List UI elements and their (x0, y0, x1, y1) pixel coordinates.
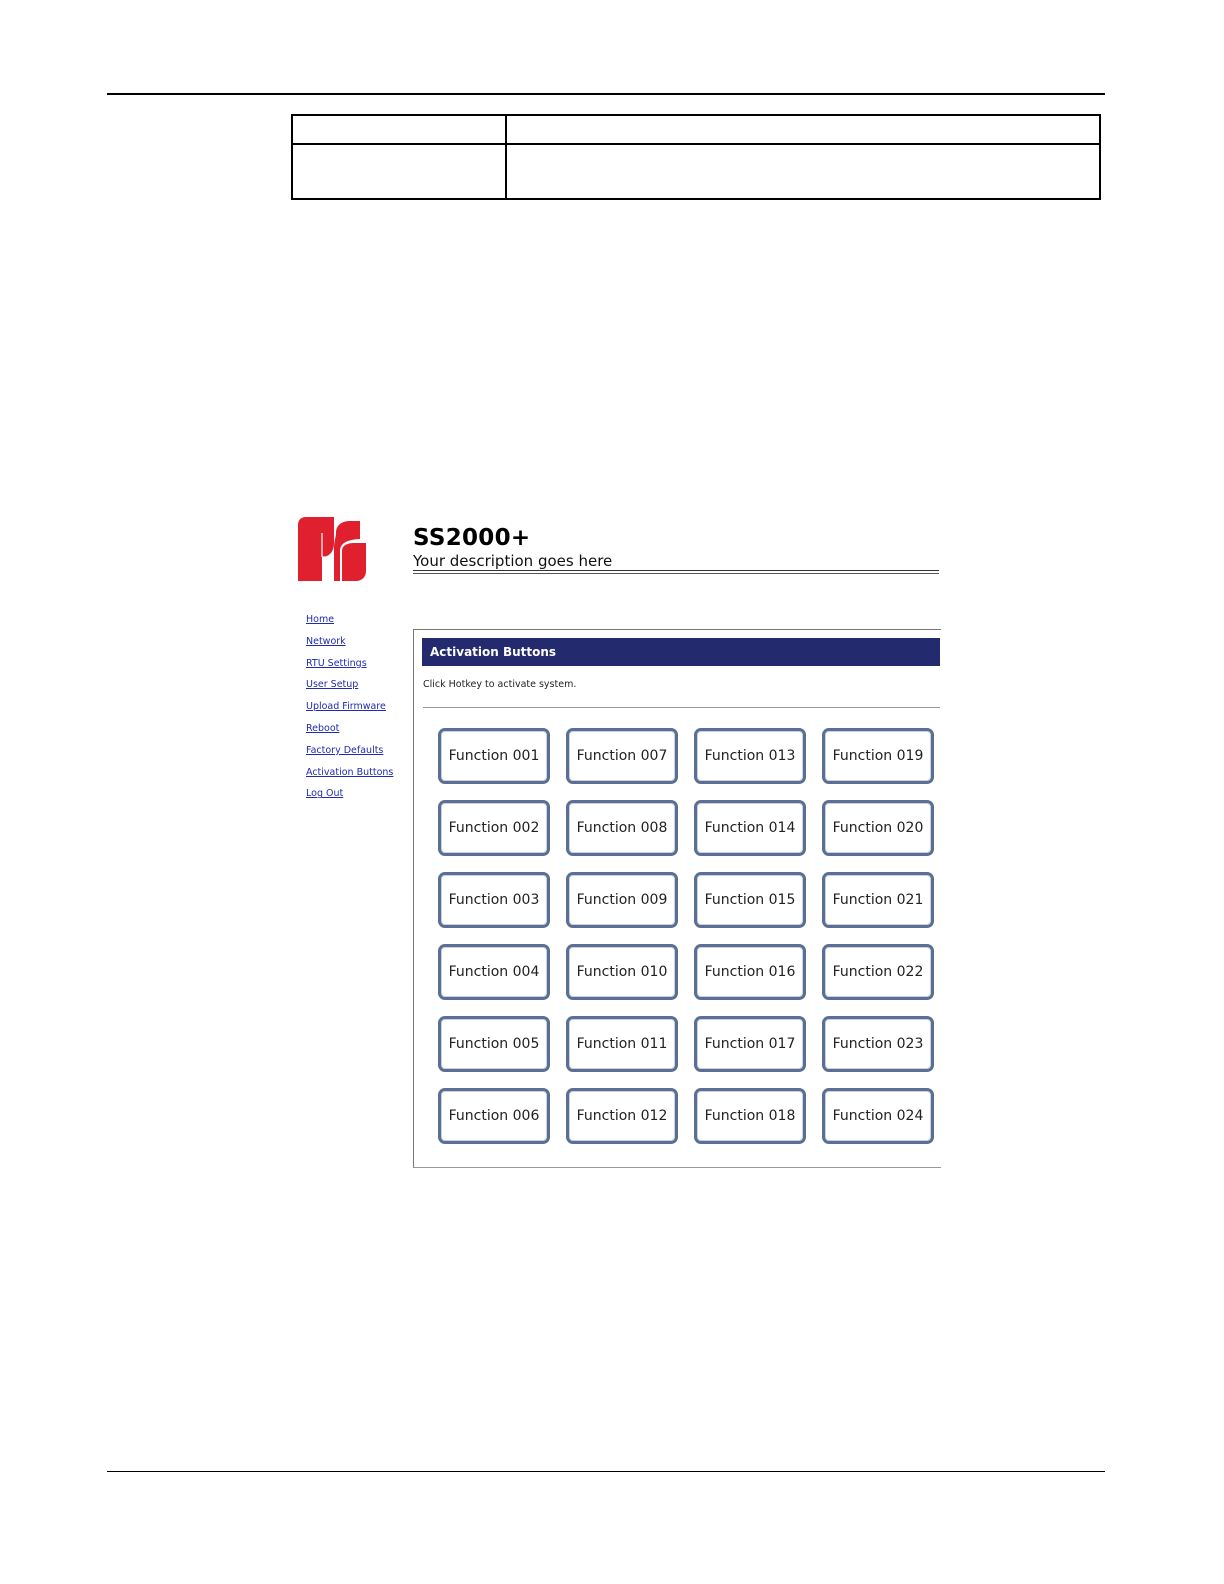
sidebar-nav (306, 607, 393, 803)
page-top-rule (107, 93, 1105, 95)
function-button[interactable]: Function 011 (566, 1016, 678, 1072)
app-title: SS2000+ (413, 525, 531, 551)
nav-item (306, 651, 393, 673)
nav-link-activation-buttons[interactable]: Activation Buttons (306, 766, 394, 778)
nav-item (306, 716, 393, 738)
ui-screenshot (296, 515, 941, 1170)
nav-link-factory-defaults[interactable]: Factory Defaults (306, 744, 384, 756)
table-cell (292, 115, 506, 144)
function-button[interactable]: Function 007 (566, 728, 678, 784)
table-cell (506, 115, 1100, 144)
nav-item (306, 629, 393, 651)
function-button[interactable]: Function 005 (438, 1016, 550, 1072)
function-button[interactable]: Function 013 (694, 728, 806, 784)
function-button[interactable]: Function 006 (438, 1088, 550, 1144)
table-row (292, 115, 1100, 144)
function-button[interactable]: Function 003 (438, 872, 550, 928)
nav-link-upload-firmware[interactable]: Upload Firmware (306, 701, 386, 713)
empty-table (291, 114, 1101, 200)
function-button[interactable]: Function 004 (438, 944, 550, 1000)
table-row (292, 144, 1100, 199)
activation-panel (413, 629, 941, 1168)
app-description: Your description goes here (413, 552, 613, 570)
function-button[interactable]: Function 023 (822, 1016, 934, 1072)
table-cell (292, 144, 506, 199)
panel-divider (423, 707, 940, 708)
function-button[interactable]: Function 002 (438, 800, 550, 856)
nav-item (306, 672, 393, 694)
nav-link-home[interactable]: Home (306, 614, 335, 625)
function-button[interactable]: Function 017 (694, 1016, 806, 1072)
nav-link-user-setup[interactable]: User Setup (306, 679, 359, 691)
nav-link-network[interactable]: Network (306, 635, 346, 647)
nav-item (306, 607, 393, 629)
function-button[interactable]: Function 015 (694, 872, 806, 928)
nav-item (306, 694, 393, 716)
function-button[interactable]: Function 014 (694, 800, 806, 856)
panel-header: Activation Buttons (422, 638, 940, 666)
function-button[interactable]: Function 022 (822, 944, 934, 1000)
function-button[interactable]: Function 018 (694, 1088, 806, 1144)
nav-item (306, 738, 393, 760)
nav-link-reboot[interactable]: Reboot (306, 722, 340, 734)
nav-link-rtu-settings[interactable]: RTU Settings (306, 657, 367, 669)
function-button[interactable]: Function 008 (566, 800, 678, 856)
header-divider (413, 570, 939, 574)
function-button[interactable]: Function 009 (566, 872, 678, 928)
function-button[interactable]: Function 001 (438, 728, 550, 784)
function-button[interactable]: Function 020 (822, 800, 934, 856)
function-button[interactable]: Function 024 (822, 1088, 934, 1144)
function-button[interactable]: Function 010 (566, 944, 678, 1000)
nav-link-log-out[interactable]: Log Out (306, 788, 344, 800)
table-cell (506, 144, 1100, 199)
page-bottom-rule (107, 1471, 1105, 1472)
function-button-grid (438, 728, 934, 1144)
function-button[interactable]: Function 021 (822, 872, 934, 928)
nav-item (306, 781, 393, 803)
function-button[interactable]: Function 016 (694, 944, 806, 1000)
nav-item (306, 760, 393, 782)
company-logo-icon (298, 517, 366, 581)
function-button[interactable]: Function 019 (822, 728, 934, 784)
panel-instruction: Click Hotkey to activate system. (423, 679, 577, 690)
function-button[interactable]: Function 012 (566, 1088, 678, 1144)
